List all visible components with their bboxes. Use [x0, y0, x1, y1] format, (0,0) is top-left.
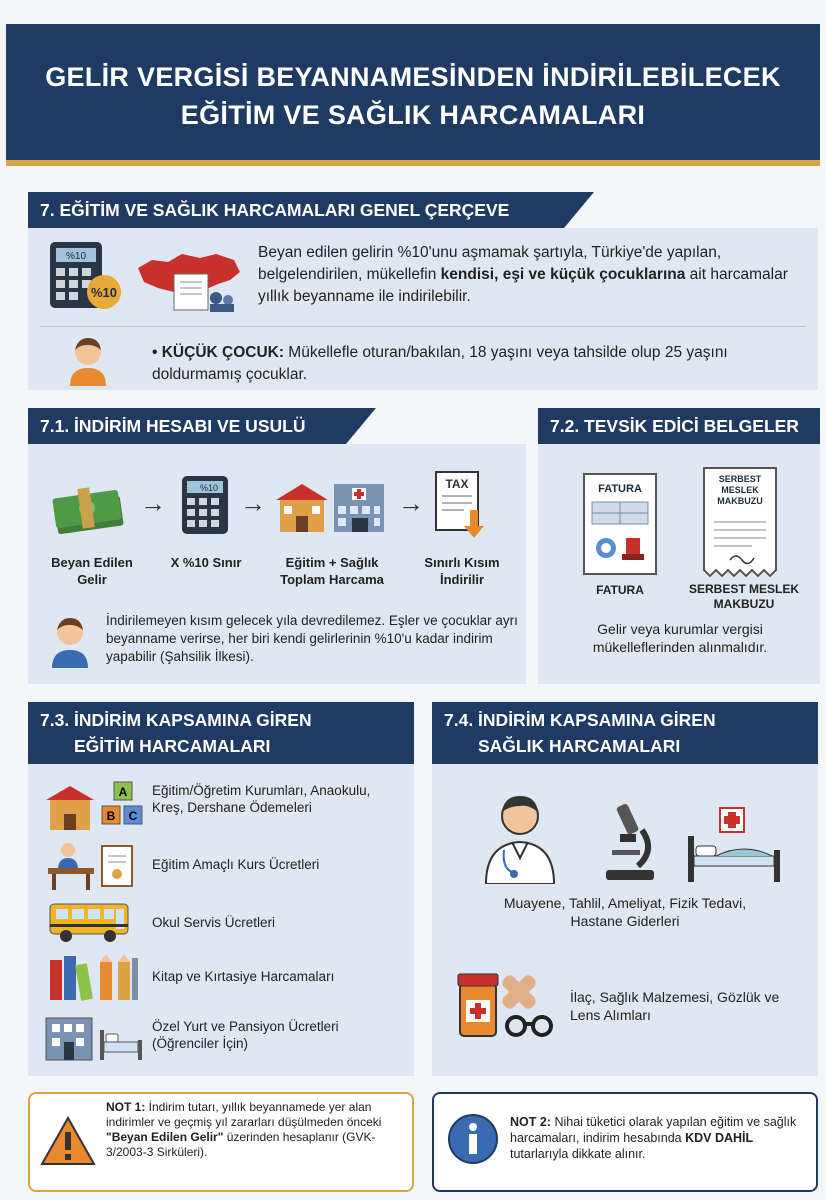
medicine-glasses-icon: [456, 970, 564, 1040]
percent-badge: %10: [90, 285, 118, 300]
note-2-text: [510, 1114, 806, 1162]
section-71-title-bar: [28, 408, 346, 444]
flow-arrow-2: →: [240, 488, 266, 518]
calculator-screen-label: %10: [65, 251, 86, 262]
edu-item-2: Eğitim Amaçlı Kurs Ücretleri: [152, 857, 320, 872]
course-desk-icon: [46, 840, 136, 892]
health-item-1: Muayene, Tahlil, Ameliyat, Fizik Tedavi, Hastane Giderleri: [503, 895, 747, 929]
microscope-icon: [598, 800, 658, 884]
page-header: [6, 24, 820, 166]
note-2-text-a: Nihai tüketici olarak yapılan eğitim ve sağlık harcamaları, indirim hesabında: [510, 1115, 797, 1145]
note-2-text-b: tutarlarıyla dikkate alınır.: [510, 1147, 646, 1161]
receipt-heading: SERBEST MESLEK MAKBUZU: [717, 474, 763, 506]
tax-document-icon: [432, 470, 488, 540]
section-73-title-bar: [28, 702, 414, 764]
receipt-document-icon: [700, 466, 780, 578]
invoice-document-icon: [582, 472, 658, 576]
section-74-title-line1: 7.4. İNDİRİM KAPSAMINA GİREN: [444, 710, 716, 730]
section-72-title: 7.2. TEVSİK EDİCİ BELGELER: [550, 416, 799, 436]
note-2-label: NOT 2:: [510, 1115, 551, 1129]
note-1-bold: "Beyan Edilen Gelir": [106, 1130, 224, 1144]
block-b: B: [106, 809, 116, 823]
header-title-line1: GELİR VERGİSİ BEYANNAMESİNDEN İNDİRİLEBİLECEK: [45, 62, 781, 92]
calc-small-screen: %10: [199, 483, 218, 493]
invoice-label: FATURA: [596, 583, 644, 597]
edu-item-5: Özel Yurt ve Pansiyon Ücretleri (Öğrenciler İçin): [152, 1019, 339, 1051]
tax-label: TAX: [445, 477, 469, 491]
section-7-title: 7. EĞİTİM VE SAĞLIK HARCAMALARI GENEL ÇERÇEVE: [40, 200, 510, 220]
health-item-2: İlaç, Sağlık Malzemesi, Gözlük ve Lens Alımları: [570, 989, 780, 1023]
edu-item-1: Eğitim/Öğretim Kurumları, Anaokulu, Kreş, Dershane Ödemeleri: [152, 783, 371, 815]
section-7-child-text: [152, 342, 792, 386]
edu-item-3: Okul Servis Ücretleri: [152, 915, 276, 930]
note-1-text: [106, 1100, 406, 1160]
warning-icon: [40, 1116, 96, 1166]
school-bus-icon: [48, 900, 132, 944]
block-c: C: [128, 809, 138, 823]
hospital-bed-icon: [684, 806, 784, 884]
flow-arrow-3: →: [398, 488, 424, 518]
note-2-bold: KDV DAHİL: [685, 1131, 754, 1145]
block-a: A: [118, 785, 128, 799]
section-74-title-bar: [432, 702, 818, 764]
section-74-title-line2: SAĞLIK HARCAMALARI: [478, 736, 681, 756]
section-71-note: İndirilemeyen kısım gelecek yıla devredilemez. Eşler ve çocuklar ayrı beyanname verirse, her biri kendi gelirlerinin %10'u kadar indirim yapabilir (Şahsilik İlkesi).: [106, 613, 518, 664]
section-7-divider: [40, 326, 806, 327]
section-7-text-bold: kendisi, eşi ve küçük çocuklarına: [440, 266, 686, 283]
section-72-title-bar: [538, 408, 820, 444]
step-1-label: Beyan Edilen Gelir: [51, 555, 133, 587]
edu-item-4: Kitap ve Kırtasiye Harcamaları: [152, 969, 335, 984]
step-3-label: Eğitim + Sağlık Toplam Harcama: [280, 555, 384, 587]
flow-arrow-1: →: [140, 488, 166, 518]
note-1-label: NOT 1:: [106, 1100, 146, 1114]
child-icon: [66, 334, 110, 386]
books-pencils-icon: [48, 952, 140, 1002]
section-72-text: Gelir veya kurumlar vergisi mükelleflerinden alınmalıdır.: [592, 621, 768, 655]
child-label-bold: • KÜÇÜK ÇOCUK:: [152, 344, 284, 361]
dormitory-bed-icon: [44, 1012, 144, 1062]
money-stack-icon: [50, 478, 128, 536]
receipt-label: SERBEST MESLEK MAKBUZU: [688, 582, 799, 611]
doctor-icon: [482, 792, 558, 884]
section-73-title-line2: EĞİTİM HARCAMALARI: [74, 736, 271, 756]
child-icon-small: [48, 614, 92, 668]
section-71-title: 7.1. İNDİRİM HESABI VE USULÜ: [40, 416, 306, 436]
step-4-label: Sınırlı Kısım İndirilir: [424, 555, 500, 587]
section-7-main-text: [258, 242, 808, 308]
section-7-title-bar: [28, 192, 564, 228]
note-1-text-a: İndirim tutarı, yıllık beyannamede yer alan indirimler ve geçmiş yıl zararları düşülmeden önceki: [106, 1100, 382, 1129]
calculator-icon: [48, 240, 124, 310]
note-1-text-b: üzerinden hesaplanır (GVK-3/2003-3 Sirküleri).: [106, 1130, 376, 1159]
step-2-label: X %10 Sınır: [170, 555, 242, 570]
school-blocks-icon: [44, 780, 144, 832]
header-title-line2: EĞİTİM VE SAĞLIK HARCAMALARI: [180, 100, 646, 130]
info-icon: [446, 1112, 500, 1166]
section-7-text-a: Beyan edilen gelirin %10'unu aşmamak şartıyla, Türkiye'de yapılan, belgelendirilen, mükellefin: [258, 244, 722, 283]
section-7-text-c: ait harcamalar yıllık beyanname ile indirilebilir.: [258, 266, 788, 305]
child-definition: Mükellefle oturan/bakılan, 18 yaşını veya tahsilde olup 25 yaşını doldurmamış çocuklar.: [152, 344, 728, 383]
invoice-heading: FATURA: [598, 483, 642, 495]
section-73-title-line1: 7.3. İNDİRİM KAPSAMINA GİREN: [40, 710, 312, 730]
turkey-map-icon: [134, 246, 244, 314]
school-hospital-icon: [272, 476, 392, 536]
calculator-icon-small: [180, 474, 230, 536]
